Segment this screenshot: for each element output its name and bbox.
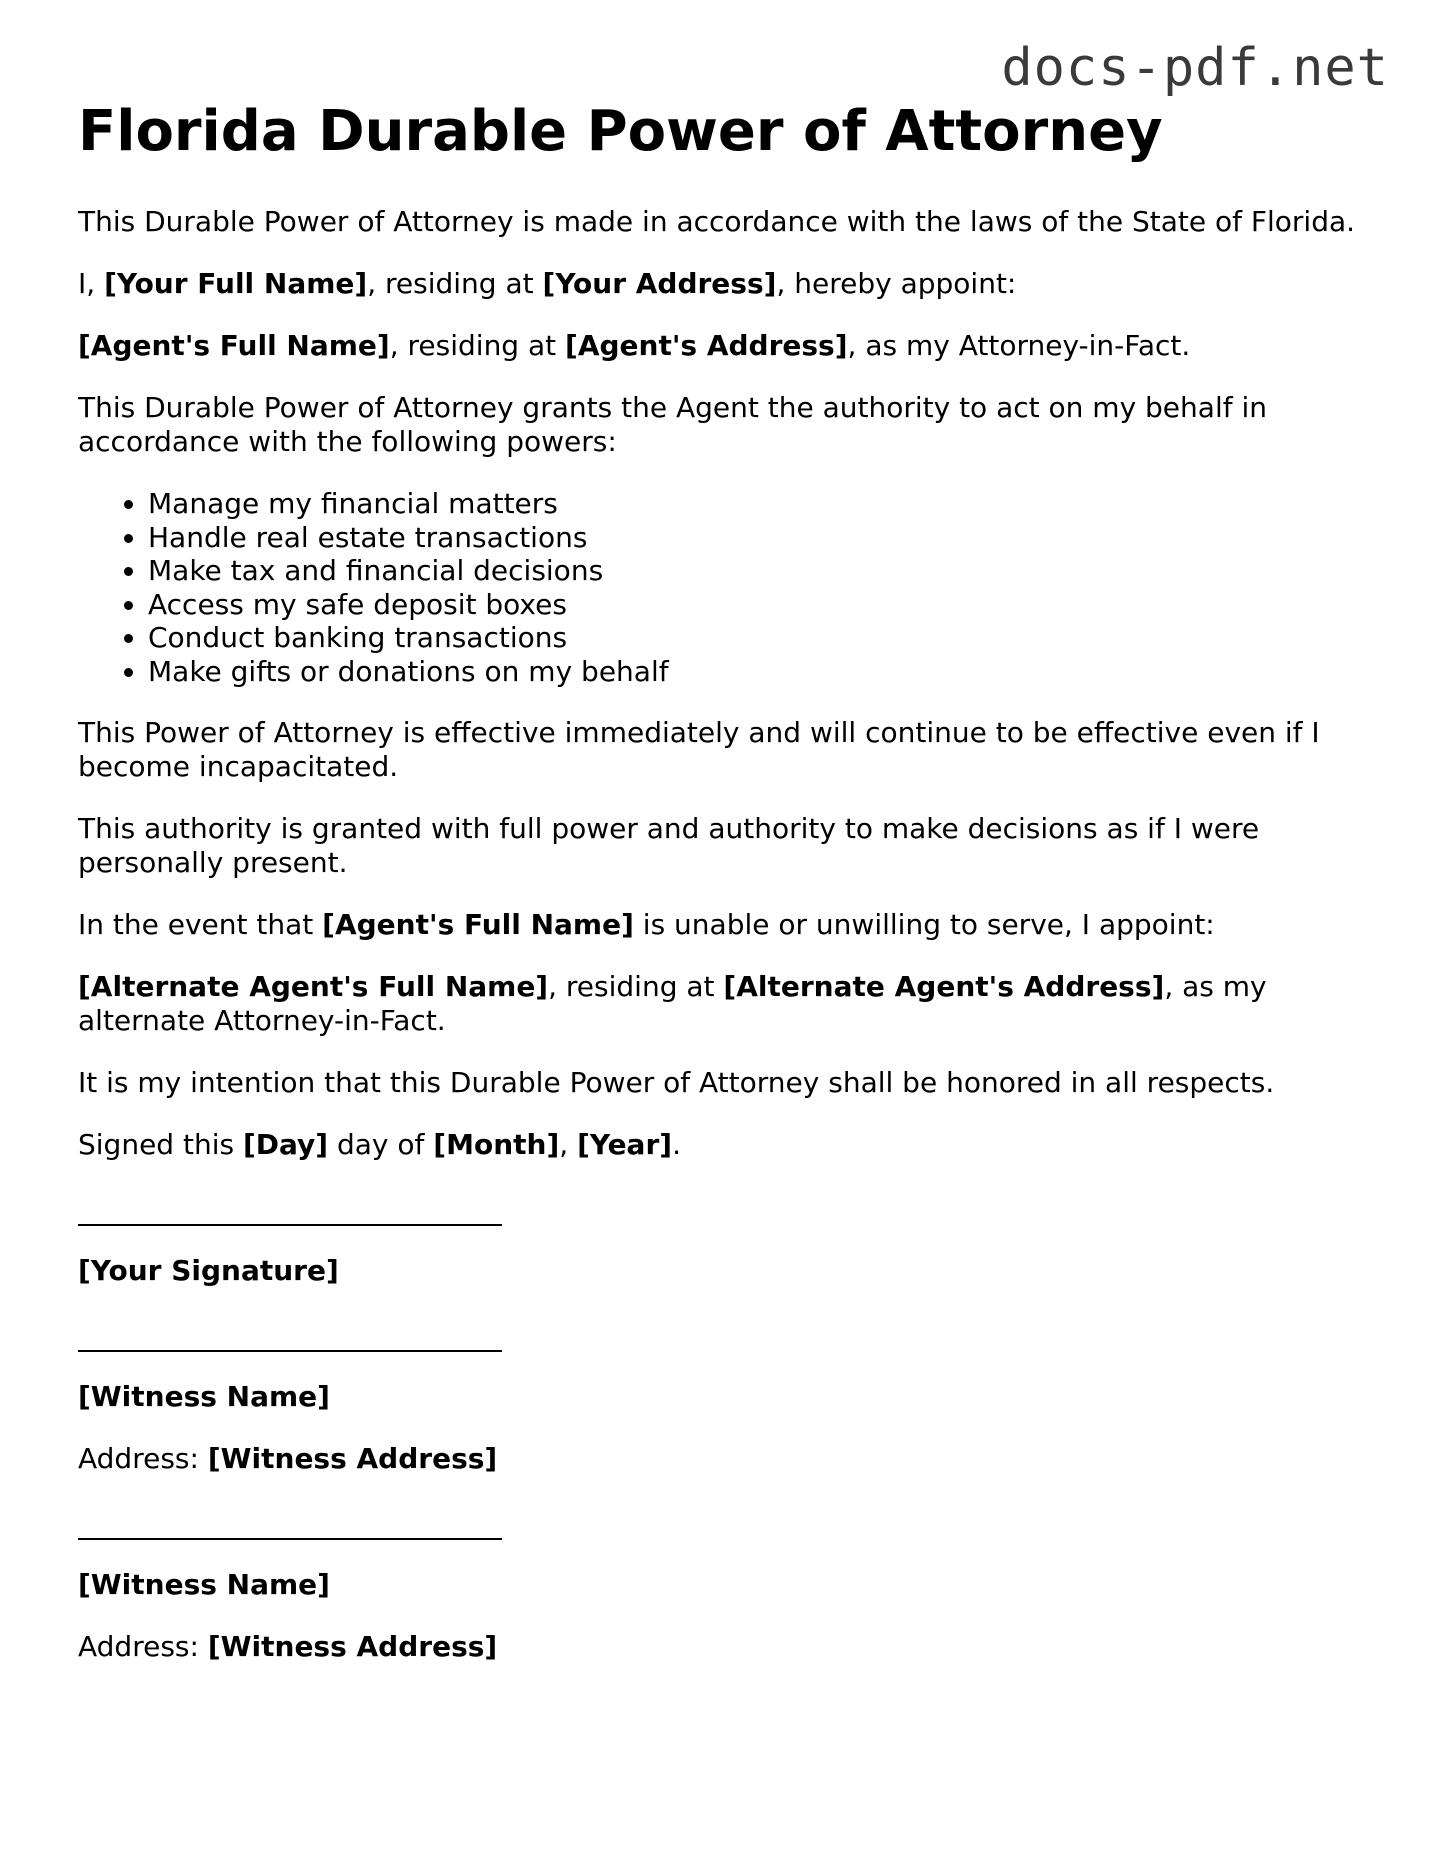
- agent-address-placeholder: [Agent's Address]: [565, 329, 848, 363]
- signed-mid2: ,: [559, 1128, 578, 1162]
- spacer: [78, 1316, 1368, 1350]
- spacer: [78, 1190, 1368, 1224]
- appointment-paragraph: [78, 267, 1368, 301]
- powers-list: [78, 487, 1368, 688]
- witness1-address-line: [78, 1442, 1368, 1476]
- signed-suffix: .: [672, 1128, 681, 1162]
- witness2-address-placeholder: [Witness Address]: [207, 1630, 498, 1664]
- principal-signature-label: [Your Signature]: [78, 1254, 339, 1288]
- witness2-name: [Witness Name]: [78, 1568, 330, 1602]
- authority-paragraph: This authority is granted with full power and authority to make decisions as if I were personally present.: [78, 812, 1260, 880]
- agent-residing: , residing at: [389, 329, 566, 363]
- contingency-paragraph: [78, 908, 1368, 942]
- list-item: • Conduct banking transactions: [148, 621, 1368, 655]
- contingency-prefix: In the event that: [78, 908, 323, 942]
- list-item: • Handle real estate transactions: [148, 521, 1368, 555]
- list-item: • Make gifts or donations on my behalf: [148, 655, 1368, 689]
- watermark: docs-pdf.net: [1001, 38, 1389, 98]
- grant-paragraph: This Durable Power of Attorney grants the Agent the authority to act on my behalf in accordance with the following powers:: [78, 391, 1268, 459]
- principal-name-placeholder: [Your Full Name]: [104, 267, 368, 301]
- principal-signature-line: [78, 1224, 502, 1226]
- year-placeholder: [Year]: [577, 1128, 673, 1162]
- signed-paragraph: [78, 1128, 1368, 1162]
- signed-prefix: Signed this: [78, 1128, 243, 1162]
- witness1-address-label: Address:: [78, 1442, 208, 1476]
- agent-paragraph: [78, 329, 1368, 363]
- document-title: Florida Durable Power of Attorney: [78, 99, 1163, 164]
- contingency-suffix: is unable or unwilling to serve, I appoint:: [633, 908, 1215, 942]
- agent-name-placeholder: [Agent's Full Name]: [78, 329, 390, 363]
- alternate-residing: , residing at: [548, 970, 724, 1004]
- appoint-prefix: I,: [78, 267, 105, 301]
- contingency-agent-placeholder: [Agent's Full Name]: [322, 908, 634, 942]
- witness1-signature-line: [78, 1350, 502, 1352]
- agent-suffix: , as my Attorney-in-Fact.: [847, 329, 1191, 363]
- alternate-suffix: , as my alternate Attorney-in-Fact.: [78, 970, 1267, 1038]
- witness1-address-placeholder: [Witness Address]: [207, 1442, 498, 1476]
- signed-mid1: day of: [328, 1128, 434, 1162]
- witness2-signature-line: [78, 1538, 502, 1540]
- alternate-paragraph: [78, 970, 1368, 1038]
- effective-paragraph: This Power of Attorney is effective immediately and will continue to be effective even if I become incapacitated.: [78, 716, 1320, 784]
- witness2-address-line: [78, 1630, 1368, 1664]
- intention-paragraph: It is my intention that this Durable Power of Attorney shall be honored in all respects.: [78, 1066, 1275, 1100]
- document-body: [78, 98, 1368, 1692]
- day-placeholder: [Day]: [242, 1128, 329, 1162]
- month-placeholder: [Month]: [433, 1128, 560, 1162]
- witness2-address-label: Address:: [78, 1630, 208, 1664]
- alternate-address-placeholder: [Alternate Agent's Address]: [723, 970, 1165, 1004]
- appoint-suffix: , hereby appoint:: [776, 267, 1017, 301]
- spacer: [78, 1504, 1368, 1538]
- list-item: • Access my safe deposit boxes: [148, 588, 1368, 622]
- list-item: • Manage my financial matters: [148, 487, 1368, 521]
- principal-address-placeholder: [Your Address]: [542, 267, 777, 301]
- alternate-name-placeholder: [Alternate Agent's Full Name]: [78, 970, 549, 1004]
- appoint-residing: , residing at: [367, 267, 543, 301]
- intro-paragraph: This Durable Power of Attorney is made in accordance with the laws of the State of Florida.: [78, 205, 1356, 239]
- witness1-name: [Witness Name]: [78, 1380, 330, 1414]
- list-item: • Make tax and financial decisions: [148, 554, 1368, 588]
